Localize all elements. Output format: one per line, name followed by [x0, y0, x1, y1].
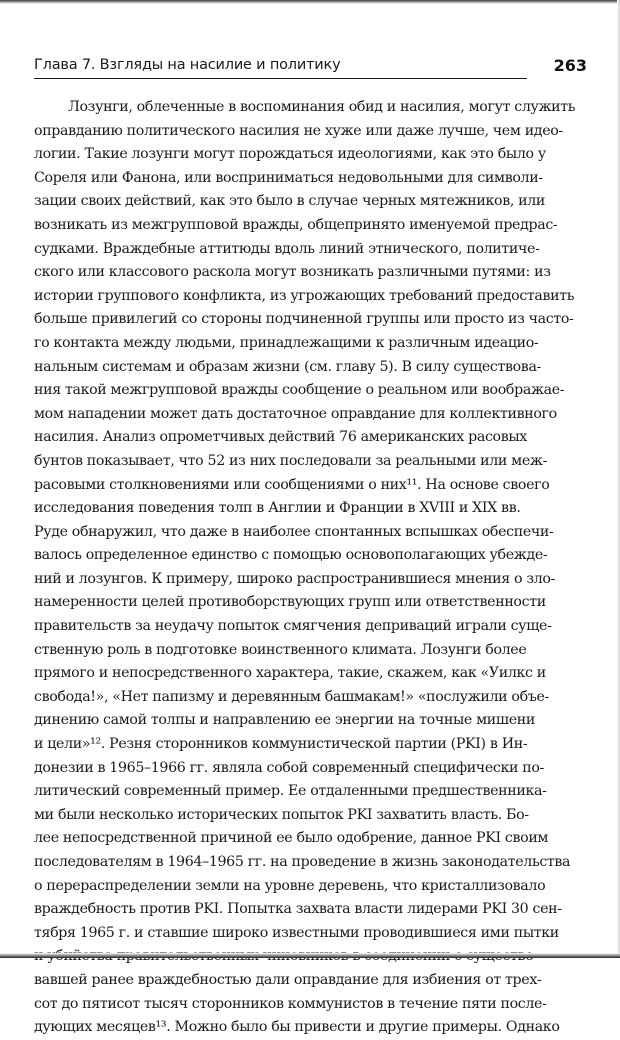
- text-line: расовыми столкновениями или сообщениями о них¹¹. На основе своего: [34, 476, 550, 493]
- text-line: Руде обнаружил, что даже в наиболее спонтанных вспышках обеспечи-: [34, 523, 554, 540]
- text-line: нальным системам и образам жизни (см. главу 5). В силу существова-: [34, 358, 541, 375]
- text-line: литический современный пример. Ее отдаленными предшественника-: [34, 783, 547, 800]
- text-line: ского или классового раскола могут возникать различными путями: из: [34, 264, 551, 281]
- text-line: ми были несколько исторических попыток PKI захватить власть. Бо-: [34, 806, 529, 823]
- text-line: о перераспределении земли на уровне деревень, что кристаллизовало: [34, 877, 546, 894]
- text-line: ния такой межгрупповой вражды сообщение о реальном или воображае-: [34, 382, 565, 399]
- text-line: го контакта между людьми, принадлежащими к различным идеацио-: [34, 334, 539, 351]
- text-line: зации своих действий, как это было в случае черных мятежников, или: [34, 193, 546, 210]
- text-line: логии. Такие лозунги могут порождаться идеологиями, как это было у: [34, 146, 546, 163]
- text-line: правительств за неудачу попыток смягчения деприваций играли суще-: [34, 618, 552, 635]
- text-line: Сореля или Фанона, или восприниматься недовольными для символи-: [34, 169, 543, 186]
- page-number: 263: [553, 56, 587, 75]
- text-line: Лозунги, облеченные в воспоминания обид и насилия, могут служить: [68, 99, 576, 115]
- text-line: донезии в 1965–1966 гг. являла собой современный специфически по-: [34, 759, 544, 776]
- text-line: дующих месяцев¹³. Можно было бы привести и другие примеры. Однако: [34, 1019, 560, 1036]
- scan-edge-bottom: [0, 953, 620, 958]
- page-header: [34, 57, 590, 81]
- text-line: валось определенное единство с помощью основополагающих убежде-: [34, 547, 548, 564]
- body-text: [34, 96, 590, 1040]
- text-line: исследования поведения толп в Англии и Франции в XVIII и XIX вв.: [34, 500, 521, 517]
- text-line: лее непосредственной причиной ее было одобрение, данное PKI своим: [34, 830, 549, 847]
- text-line: мом нападении может дать достаточное оправдание для коллективного: [34, 405, 557, 422]
- text-line: намеренности целей противоборствующих групп или ответственности: [34, 594, 546, 611]
- text-line: оправданию политического насилия не хуже или даже лучше, чем идео-: [34, 122, 563, 139]
- text-line: насилия. Анализ опрометчивых действий 76 американских расовых: [34, 429, 527, 446]
- text-line: вавшей ранее враждебностью дали оправдание для избиения от трех-: [34, 971, 542, 988]
- text-line: последователям в 1964–1965 гг. на проведение в жизнь законодательства: [34, 854, 571, 870]
- text-line: ственную роль в подготовке воинственного климата. Лозунги более: [34, 641, 527, 658]
- scan-edge-top: [0, 0, 620, 4]
- text-line: истории группового конфликта, из угрожающих требований предоставить: [34, 287, 575, 304]
- text-line: прямого и непосредственного характера, такие, скажем, как «Уилкс и: [34, 665, 546, 682]
- text-line: тября 1965 г. и ставшие широко известными проводившиеся ими пытки: [34, 924, 559, 941]
- text-line: враждебность против PKI. Попытка захвата власти лидерами PKI 30 сен-: [34, 901, 562, 918]
- text-line: бунтов показывает, что 52 из них последовали за реальными или меж-: [34, 452, 548, 469]
- text-line: ний и лозунгов. К примеру, широко распространившиеся мнения о зло-: [34, 570, 556, 587]
- text-line: возникать из межгрупповой вражды, общепринято именуемой предрас-: [34, 216, 558, 233]
- running-head: Глава 7. Взгляды на насилие и политику: [34, 57, 341, 73]
- text-line: судками. Враждебные аттитюды вдоль линий этнического, политиче-: [34, 240, 540, 257]
- text-line: свобода!», «Нет папизму и деревянным башмакам!» «послужили объе-: [34, 688, 549, 705]
- text-line: и цели»¹². Резня сторонников коммунистической партии (PKI) в Ин-: [34, 736, 528, 753]
- text-line: больше привилегий со стороны подчиненной группы или просто из часто-: [34, 311, 574, 328]
- text-line: динению самой толпы и направлению ее энергии на точные мишени: [34, 712, 535, 729]
- header-rule: [34, 78, 527, 79]
- text-line: сот до пятисот тысяч сторонников коммунистов в течение пяти после-: [34, 995, 547, 1012]
